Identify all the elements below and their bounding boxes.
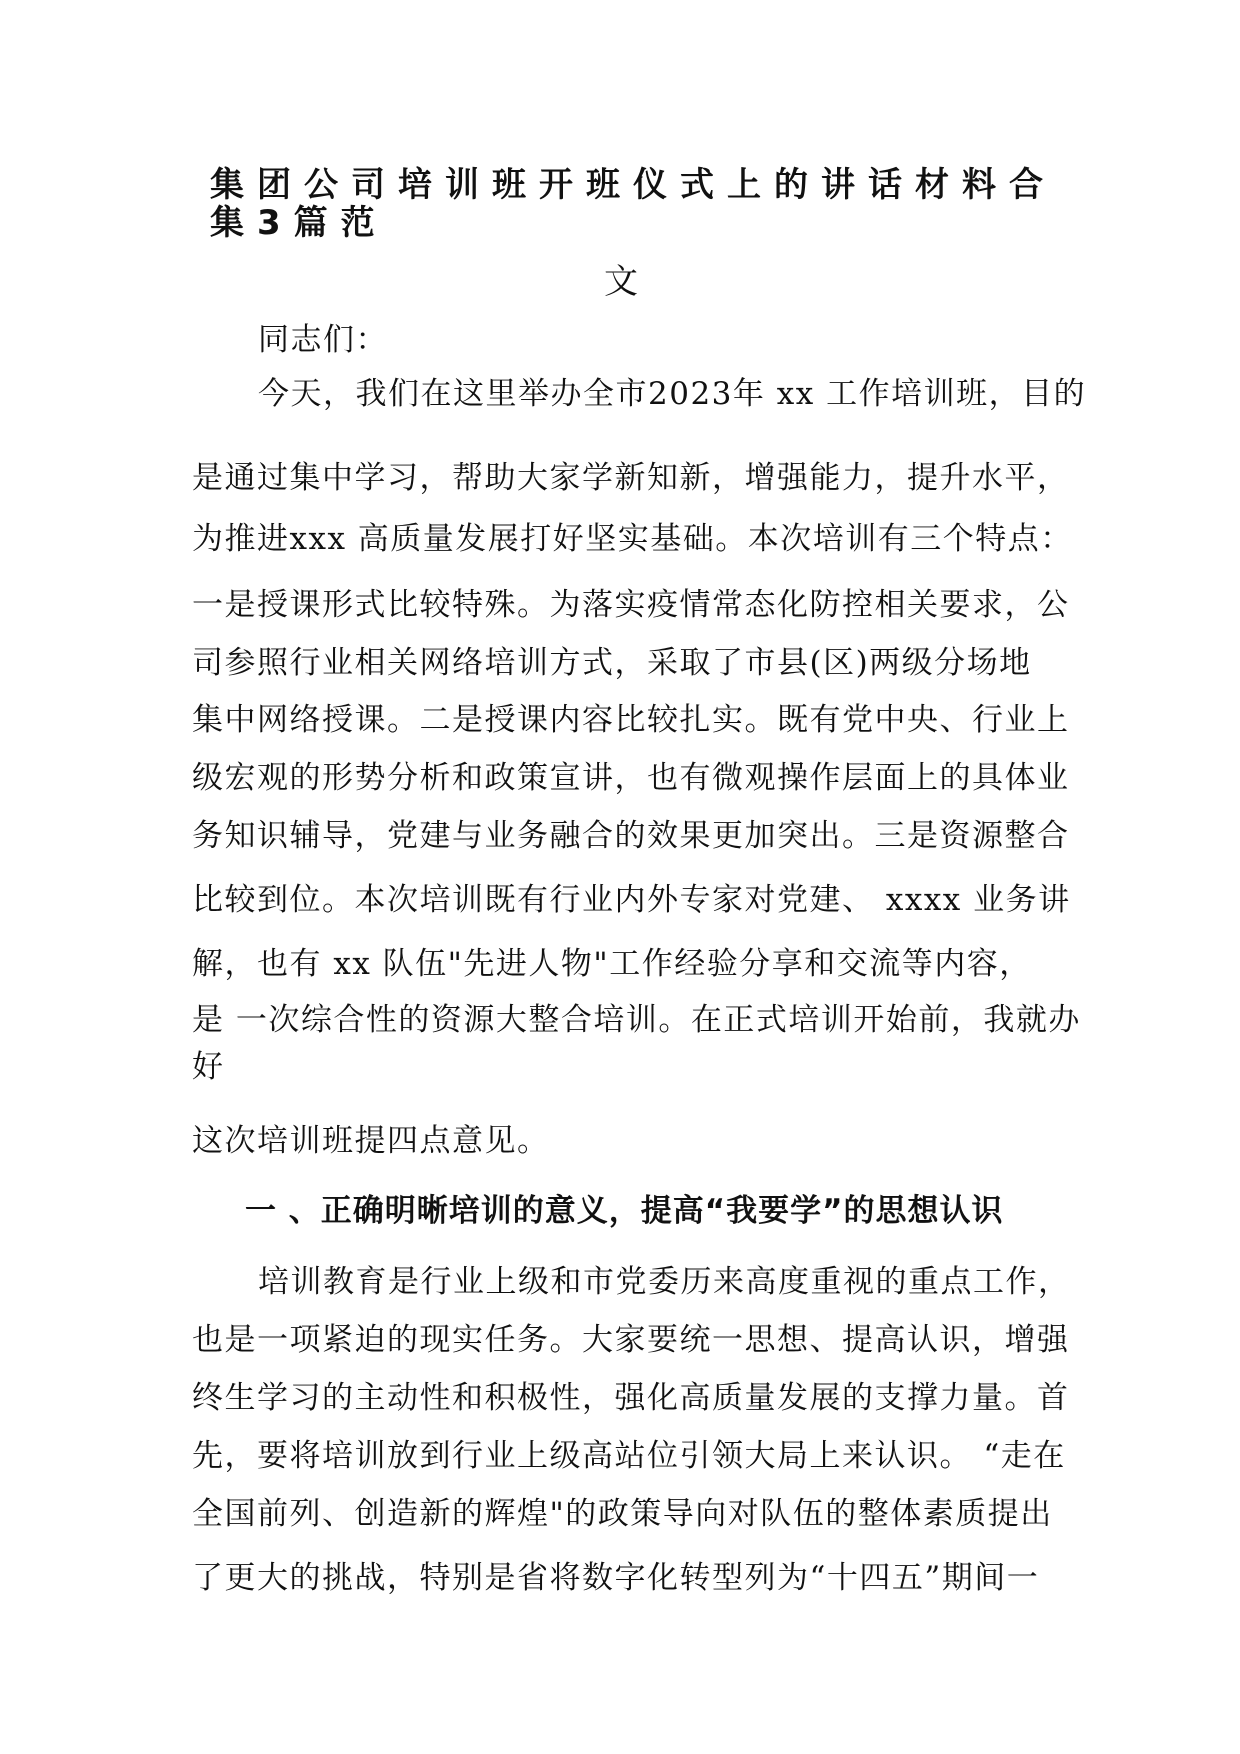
- paragraph-line: 一是授课形式比较特殊。为落实疫情常态化防控相关要求，公: [192, 587, 1070, 623]
- document-title-line-3: 文: [604, 262, 638, 302]
- paragraph-line: 全国前列、创造新的辉煌"的政策导向对队伍的整体素质提出: [192, 1496, 1053, 1532]
- paragraph-line: 好: [192, 1049, 225, 1085]
- paragraph-line: 务知识辅导，党建与业务融合的效果更加突出。三是资源整合: [192, 818, 1070, 854]
- section-heading: 一 、正确明晰培训的意义，提高“我要学”的思想认识: [245, 1193, 1004, 1229]
- document-title-line-2: 集3篇范: [210, 203, 388, 243]
- paragraph-line: 比较到位。本次培训既有行业内外专家对党建、 xxxx 业务讲: [192, 882, 1071, 918]
- document-title-line-1: 集团公司培训班开班仪式上的讲话材料合: [210, 165, 1056, 205]
- paragraph-line: 培训教育是行业上级和市党委历来高度重视的重点工作，: [258, 1264, 1071, 1300]
- paragraph-line: 集中网络授课。二是授课内容比较扎实。既有党中央、行业上: [192, 702, 1070, 738]
- paragraph-line: 为推进xxx 高质量发展打好坚实基础。本次培训有三个特点：: [192, 521, 1073, 557]
- paragraph-line: 是通过集中学习，帮助大家学新知新，增强能力，提升水平，: [192, 460, 1070, 496]
- paragraph-line: 先，要将培训放到行业上级高站位引领大局上来认识。 “走在: [192, 1438, 1066, 1474]
- paragraph-line: 级宏观的形势分析和政策宣讲，也有微观操作层面上的具体业: [192, 760, 1070, 796]
- paragraph-line: 终生学习的主动性和积极性，强化高质量发展的支撑力量。首: [192, 1380, 1070, 1416]
- paragraph-line: 是 一次综合性的资源大整合培训。在正式培训开始前，我就办: [192, 1002, 1081, 1038]
- salutation: 同志们：: [258, 322, 388, 358]
- paragraph-line: 司参照行业相关网络培训方式，采取了市县(区)两级分场地: [192, 645, 1032, 681]
- paragraph-line: 解，也有 xx 队伍"先进人物"工作经验分享和交流等内容，: [192, 946, 1032, 982]
- paragraph-line: 这次培训班提四点意见。: [192, 1123, 550, 1159]
- paragraph-line: 了更大的挑战，特别是省将数字化转型列为“十四五”期间一: [192, 1560, 1040, 1596]
- paragraph-line: 也是一项紧迫的现实任务。大家要统一思想、提高认识，增强: [192, 1322, 1070, 1358]
- paragraph-line: 今天，我们在这里举办全市2023年 xx 工作培训班，目的: [258, 376, 1087, 412]
